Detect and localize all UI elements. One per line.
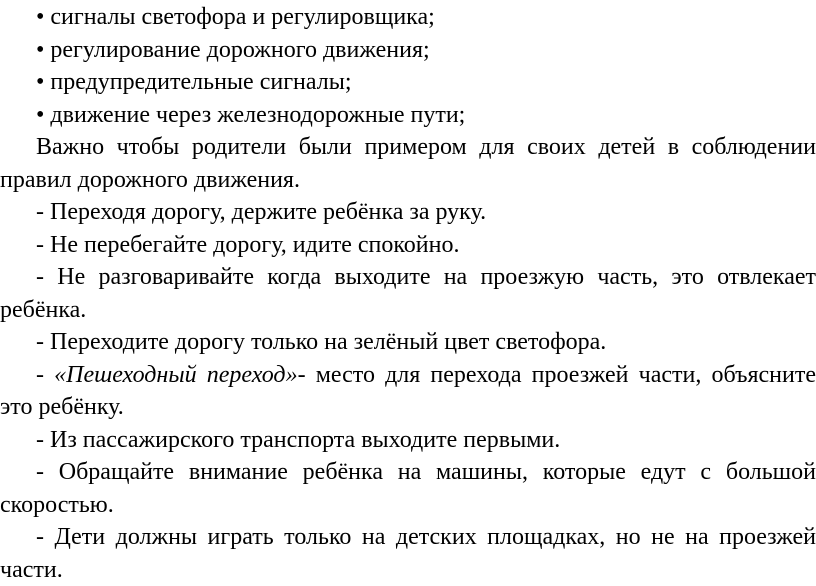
bullet-item: • регулирование дорожного движения; xyxy=(0,34,816,67)
pedestrian-crossing-term: «Пешеходный переход» xyxy=(54,362,297,388)
bullet-item: • предупредительные сигналы; xyxy=(0,66,816,99)
rule-item-continuation: ребёнка. xyxy=(0,294,816,327)
rule-item xyxy=(0,359,816,392)
rule-item: - Не разговаривайте когда выходите на проезжую часть, это отвлекает xyxy=(0,261,816,294)
intro-paragraph-line: Важно чтобы родители были примером для своих детей в соблюдении xyxy=(0,131,816,164)
rule-item-continuation: это ребёнку. xyxy=(0,391,816,424)
rule-item: - Из пассажирского транспорта выходите первыми. xyxy=(0,424,816,457)
rule-item-continuation: части. xyxy=(0,554,816,586)
rule-item-continuation: скоростью. xyxy=(0,489,816,522)
rule-item: - Не перебегайте дорогу, идите спокойно. xyxy=(0,229,816,262)
bullet-item: • сигналы светофора и регулировщика; xyxy=(0,0,816,34)
rule-item: - Дети должны играть только на детских площадках, но не на проезжей xyxy=(0,521,816,554)
rule-text: - место для перехода проезжей части, объясните xyxy=(298,362,816,388)
rule-item: - Обращайте внимание ребёнка на машины, которые едут с большой xyxy=(0,456,816,489)
rule-dash: - xyxy=(36,362,54,388)
rule-item: - Переходите дорогу только на зелёный цвет светофора. xyxy=(0,326,816,359)
bullet-item: • движение через железнодорожные пути; xyxy=(0,99,816,132)
rule-item: - Переходя дорогу, держите ребёнка за руку. xyxy=(0,196,816,229)
intro-paragraph-line: правил дорожного движения. xyxy=(0,164,816,197)
